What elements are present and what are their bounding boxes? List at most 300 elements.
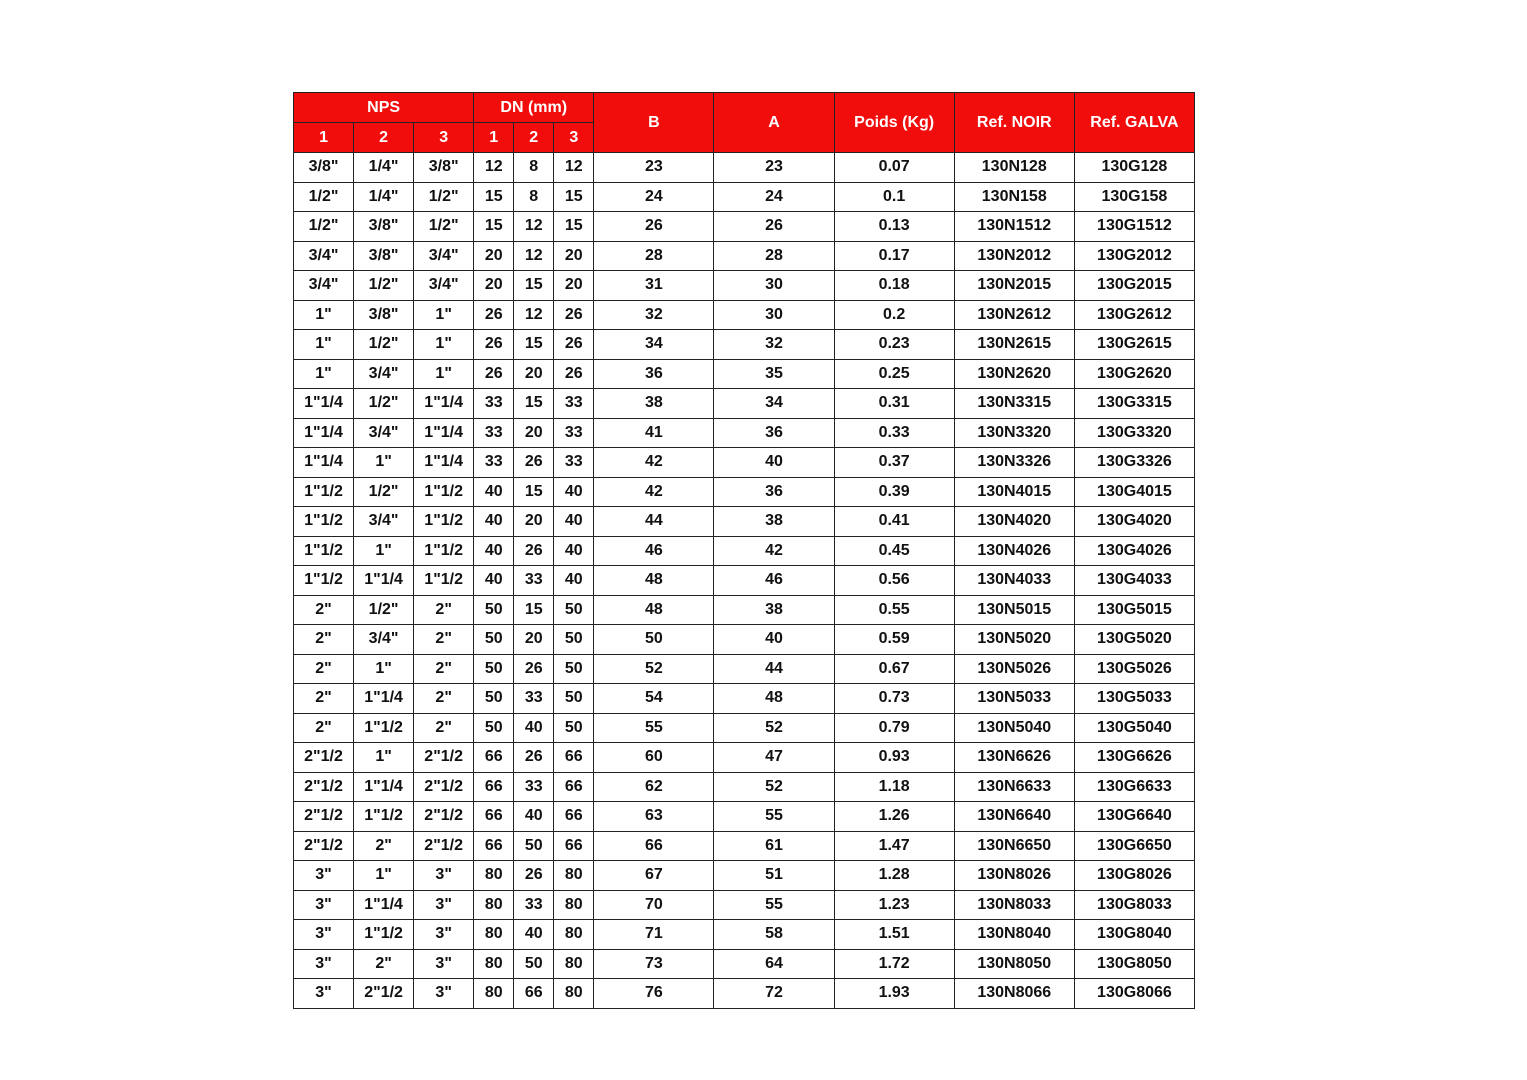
cell-nps-1: 1"1/2	[294, 477, 354, 507]
table-row	[294, 448, 1195, 478]
cell-dn-2: 26	[514, 654, 554, 684]
cell-nps-3: 2"1/2	[414, 802, 474, 832]
cell-nps-3: 3/8"	[414, 153, 474, 183]
cell-nps-3: 2"	[414, 713, 474, 743]
cell-nps-1: 3"	[294, 979, 354, 1009]
cell-nps-3: 3/4"	[414, 241, 474, 271]
cell-nps-2: 1"1/4	[354, 772, 414, 802]
cell-a: 42	[714, 536, 834, 566]
cell-ref-galva: 130G128	[1074, 153, 1194, 183]
table-row	[294, 979, 1195, 1009]
cell-dn-2: 12	[514, 300, 554, 330]
cell-dn-1: 20	[474, 271, 514, 301]
table-row	[294, 625, 1195, 655]
cell-b: 67	[594, 861, 714, 891]
cell-nps-2: 1"1/4	[354, 890, 414, 920]
cell-poids: 0.73	[834, 684, 954, 714]
cell-nps-1: 3/4"	[294, 241, 354, 271]
table-row	[294, 271, 1195, 301]
cell-nps-1: 1"1/4	[294, 448, 354, 478]
cell-nps-2: 2"	[354, 831, 414, 861]
cell-poids: 0.45	[834, 536, 954, 566]
cell-poids: 0.25	[834, 359, 954, 389]
cell-nps-2: 1"1/4	[354, 566, 414, 596]
cell-nps-2: 1"1/2	[354, 713, 414, 743]
cell-nps-3: 3"	[414, 949, 474, 979]
cell-dn-1: 33	[474, 418, 514, 448]
cell-nps-3: 2"	[414, 654, 474, 684]
cell-b: 42	[594, 477, 714, 507]
cell-nps-1: 1"	[294, 359, 354, 389]
table-row	[294, 831, 1195, 861]
cell-dn-2: 66	[514, 979, 554, 1009]
cell-dn-2: 40	[514, 713, 554, 743]
cell-b: 34	[594, 330, 714, 360]
cell-dn-1: 26	[474, 359, 514, 389]
cell-poids: 0.37	[834, 448, 954, 478]
cell-nps-2: 2"	[354, 949, 414, 979]
cell-poids: 0.13	[834, 212, 954, 242]
cell-ref-galva: 130G4015	[1074, 477, 1194, 507]
cell-nps-2: 1"1/2	[354, 802, 414, 832]
table-row	[294, 772, 1195, 802]
table-header	[294, 93, 1195, 153]
header-dn-3: 3	[554, 123, 594, 153]
cell-dn-1: 33	[474, 389, 514, 419]
cell-a: 55	[714, 802, 834, 832]
cell-nps-3: 2"1/2	[414, 772, 474, 802]
cell-nps-1: 3"	[294, 890, 354, 920]
cell-nps-2: 1/4"	[354, 182, 414, 212]
cell-nps-2: 1"	[354, 743, 414, 773]
cell-dn-1: 66	[474, 772, 514, 802]
cell-a: 72	[714, 979, 834, 1009]
header-dn-2: 2	[514, 123, 554, 153]
cell-nps-3: 1"	[414, 330, 474, 360]
cell-nps-3: 3"	[414, 890, 474, 920]
cell-poids: 0.55	[834, 595, 954, 625]
cell-dn-3: 66	[554, 743, 594, 773]
cell-ref-galva: 130G8050	[1074, 949, 1194, 979]
table-body	[294, 153, 1195, 1009]
cell-ref-galva: 130G8026	[1074, 861, 1194, 891]
cell-nps-2: 3/8"	[354, 241, 414, 271]
cell-a: 64	[714, 949, 834, 979]
header-ref-noir: Ref. NOIR	[954, 93, 1074, 153]
cell-poids: 1.23	[834, 890, 954, 920]
cell-nps-1: 3"	[294, 920, 354, 950]
cell-dn-2: 15	[514, 389, 554, 419]
table-row	[294, 477, 1195, 507]
table-row	[294, 300, 1195, 330]
cell-ref-galva: 130G4020	[1074, 507, 1194, 537]
cell-dn-1: 15	[474, 182, 514, 212]
cell-dn-2: 26	[514, 861, 554, 891]
cell-dn-2: 20	[514, 359, 554, 389]
cell-dn-3: 40	[554, 536, 594, 566]
table-row	[294, 182, 1195, 212]
cell-b: 46	[594, 536, 714, 566]
cell-ref-galva: 130G5040	[1074, 713, 1194, 743]
table-row	[294, 949, 1195, 979]
cell-dn-1: 50	[474, 625, 514, 655]
cell-ref-galva: 130G2620	[1074, 359, 1194, 389]
table-row	[294, 330, 1195, 360]
cell-ref-galva: 130G2615	[1074, 330, 1194, 360]
cell-nps-2: 1"	[354, 448, 414, 478]
cell-dn-3: 15	[554, 212, 594, 242]
cell-a: 26	[714, 212, 834, 242]
cell-nps-2: 1/2"	[354, 595, 414, 625]
cell-poids: 1.51	[834, 920, 954, 950]
cell-a: 46	[714, 566, 834, 596]
cell-b: 70	[594, 890, 714, 920]
cell-ref-noir: 130N3320	[954, 418, 1074, 448]
cell-nps-1: 1/2"	[294, 212, 354, 242]
cell-dn-2: 50	[514, 831, 554, 861]
cell-poids: 1.26	[834, 802, 954, 832]
cell-a: 61	[714, 831, 834, 861]
cell-dn-3: 33	[554, 448, 594, 478]
cell-a: 40	[714, 625, 834, 655]
cell-dn-3: 15	[554, 182, 594, 212]
cell-dn-3: 80	[554, 949, 594, 979]
cell-nps-1: 1"	[294, 300, 354, 330]
cell-a: 30	[714, 300, 834, 330]
cell-dn-3: 40	[554, 566, 594, 596]
cell-b: 44	[594, 507, 714, 537]
cell-ref-galva: 130G6626	[1074, 743, 1194, 773]
cell-nps-1: 1"1/4	[294, 389, 354, 419]
cell-nps-3: 2"	[414, 625, 474, 655]
cell-nps-3: 1"1/4	[414, 389, 474, 419]
header-nps-2: 2	[354, 123, 414, 153]
header-b: B	[594, 93, 714, 153]
cell-nps-1: 2"1/2	[294, 831, 354, 861]
cell-nps-1: 3"	[294, 949, 354, 979]
cell-nps-2: 1"	[354, 654, 414, 684]
cell-nps-2: 1/2"	[354, 330, 414, 360]
table-row	[294, 389, 1195, 419]
cell-nps-3: 1/2"	[414, 212, 474, 242]
cell-dn-2: 15	[514, 477, 554, 507]
cell-ref-noir: 130N6650	[954, 831, 1074, 861]
cell-ref-noir: 130N8066	[954, 979, 1074, 1009]
cell-dn-1: 80	[474, 920, 514, 950]
header-nps-1: 1	[294, 123, 354, 153]
cell-ref-noir: 130N4020	[954, 507, 1074, 537]
cell-b: 63	[594, 802, 714, 832]
cell-a: 35	[714, 359, 834, 389]
cell-poids: 0.93	[834, 743, 954, 773]
cell-poids: 1.28	[834, 861, 954, 891]
cell-b: 42	[594, 448, 714, 478]
cell-ref-galva: 130G1512	[1074, 212, 1194, 242]
cell-a: 58	[714, 920, 834, 950]
cell-dn-1: 40	[474, 566, 514, 596]
cell-nps-3: 1/2"	[414, 182, 474, 212]
cell-dn-3: 40	[554, 477, 594, 507]
cell-ref-galva: 130G6650	[1074, 831, 1194, 861]
cell-dn-1: 50	[474, 595, 514, 625]
cell-dn-2: 26	[514, 743, 554, 773]
cell-poids: 0.59	[834, 625, 954, 655]
cell-dn-2: 20	[514, 625, 554, 655]
cell-nps-1: 2"	[294, 713, 354, 743]
cell-dn-3: 80	[554, 979, 594, 1009]
cell-nps-3: 2"	[414, 595, 474, 625]
cell-b: 48	[594, 566, 714, 596]
cell-poids: 0.79	[834, 713, 954, 743]
cell-dn-2: 33	[514, 684, 554, 714]
cell-dn-1: 80	[474, 861, 514, 891]
cell-b: 36	[594, 359, 714, 389]
cell-nps-2: 1"1/2	[354, 920, 414, 950]
cell-dn-2: 15	[514, 595, 554, 625]
cell-ref-galva: 130G2612	[1074, 300, 1194, 330]
cell-ref-noir: 130N5040	[954, 713, 1074, 743]
header-nps: NPS	[294, 93, 474, 123]
cell-dn-2: 50	[514, 949, 554, 979]
cell-a: 28	[714, 241, 834, 271]
table-row	[294, 920, 1195, 950]
cell-nps-3: 1"1/2	[414, 477, 474, 507]
cell-b: 32	[594, 300, 714, 330]
cell-dn-1: 80	[474, 979, 514, 1009]
cell-poids: 0.1	[834, 182, 954, 212]
cell-poids: 1.93	[834, 979, 954, 1009]
cell-dn-3: 66	[554, 772, 594, 802]
cell-ref-noir: 130N5020	[954, 625, 1074, 655]
cell-nps-1: 3"	[294, 861, 354, 891]
cell-nps-1: 1"1/4	[294, 418, 354, 448]
cell-nps-3: 1"1/4	[414, 448, 474, 478]
cell-ref-noir: 130N8050	[954, 949, 1074, 979]
cell-dn-3: 80	[554, 861, 594, 891]
cell-dn-3: 50	[554, 595, 594, 625]
cell-dn-1: 80	[474, 949, 514, 979]
header-a: A	[714, 93, 834, 153]
cell-ref-noir: 130N2620	[954, 359, 1074, 389]
cell-nps-3: 3"	[414, 920, 474, 950]
cell-dn-3: 12	[554, 153, 594, 183]
table-row	[294, 418, 1195, 448]
cell-poids: 0.23	[834, 330, 954, 360]
cell-dn-2: 8	[514, 182, 554, 212]
cell-b: 52	[594, 654, 714, 684]
cell-b: 23	[594, 153, 714, 183]
cell-nps-2: 3/4"	[354, 359, 414, 389]
header-ref-galva: Ref. GALVA	[1074, 93, 1194, 153]
cell-poids: 0.41	[834, 507, 954, 537]
table-row	[294, 861, 1195, 891]
header-poids: Poids (Kg)	[834, 93, 954, 153]
cell-poids: 0.2	[834, 300, 954, 330]
cell-ref-noir: 130N6633	[954, 772, 1074, 802]
cell-ref-noir: 130N6640	[954, 802, 1074, 832]
cell-dn-1: 50	[474, 684, 514, 714]
cell-ref-noir: 130N4033	[954, 566, 1074, 596]
cell-ref-noir: 130N5026	[954, 654, 1074, 684]
cell-ref-noir: 130N4026	[954, 536, 1074, 566]
cell-b: 73	[594, 949, 714, 979]
cell-b: 60	[594, 743, 714, 773]
cell-ref-galva: 130G6640	[1074, 802, 1194, 832]
cell-dn-1: 40	[474, 477, 514, 507]
cell-dn-1: 12	[474, 153, 514, 183]
cell-dn-2: 12	[514, 241, 554, 271]
header-dn-1: 1	[474, 123, 514, 153]
cell-poids: 0.17	[834, 241, 954, 271]
cell-nps-2: 1"	[354, 861, 414, 891]
header-nps-3: 3	[414, 123, 474, 153]
cell-nps-1: 1"1/2	[294, 566, 354, 596]
header-dn: DN (mm)	[474, 93, 594, 123]
cell-b: 31	[594, 271, 714, 301]
cell-a: 34	[714, 389, 834, 419]
cell-dn-3: 50	[554, 654, 594, 684]
cell-nps-1: 1"	[294, 330, 354, 360]
cell-dn-1: 66	[474, 743, 514, 773]
cell-dn-2: 40	[514, 802, 554, 832]
cell-nps-1: 2"1/2	[294, 772, 354, 802]
cell-dn-3: 26	[554, 330, 594, 360]
cell-dn-1: 26	[474, 330, 514, 360]
table-row	[294, 595, 1195, 625]
cell-nps-2: 1/2"	[354, 271, 414, 301]
cell-ref-noir: 130N8026	[954, 861, 1074, 891]
cell-a: 36	[714, 477, 834, 507]
cell-ref-galva: 130G8040	[1074, 920, 1194, 950]
cell-ref-noir: 130N5015	[954, 595, 1074, 625]
cell-dn-1: 15	[474, 212, 514, 242]
cell-dn-3: 66	[554, 831, 594, 861]
cell-a: 44	[714, 654, 834, 684]
cell-ref-noir: 130N1512	[954, 212, 1074, 242]
cell-a: 48	[714, 684, 834, 714]
cell-ref-galva: 130G5026	[1074, 654, 1194, 684]
cell-nps-2: 3/4"	[354, 418, 414, 448]
table-row	[294, 684, 1195, 714]
cell-nps-3: 1"	[414, 359, 474, 389]
cell-ref-galva: 130G5020	[1074, 625, 1194, 655]
cell-dn-3: 26	[554, 359, 594, 389]
cell-ref-galva: 130G8066	[1074, 979, 1194, 1009]
cell-dn-3: 80	[554, 920, 594, 950]
cell-ref-galva: 130G3315	[1074, 389, 1194, 419]
cell-b: 71	[594, 920, 714, 950]
cell-dn-3: 50	[554, 625, 594, 655]
cell-poids: 0.39	[834, 477, 954, 507]
cell-nps-3: 3/4"	[414, 271, 474, 301]
cell-poids: 0.67	[834, 654, 954, 684]
cell-b: 54	[594, 684, 714, 714]
table-row	[294, 654, 1195, 684]
cell-ref-noir: 130N158	[954, 182, 1074, 212]
cell-nps-1: 2"	[294, 625, 354, 655]
cell-poids: 0.07	[834, 153, 954, 183]
cell-dn-3: 40	[554, 507, 594, 537]
cell-b: 24	[594, 182, 714, 212]
cell-ref-noir: 130N3315	[954, 389, 1074, 419]
cell-dn-1: 66	[474, 831, 514, 861]
cell-ref-galva: 130G4033	[1074, 566, 1194, 596]
table-row	[294, 802, 1195, 832]
cell-nps-3: 3"	[414, 861, 474, 891]
cell-a: 38	[714, 595, 834, 625]
cell-dn-1: 40	[474, 507, 514, 537]
cell-nps-1: 1"1/2	[294, 507, 354, 537]
cell-b: 26	[594, 212, 714, 242]
cell-nps-3: 1"1/2	[414, 566, 474, 596]
cell-dn-1: 50	[474, 654, 514, 684]
table-row	[294, 713, 1195, 743]
cell-nps-3: 1"1/2	[414, 536, 474, 566]
cell-a: 30	[714, 271, 834, 301]
cell-nps-2: 1"1/4	[354, 684, 414, 714]
table-row	[294, 566, 1195, 596]
cell-dn-3: 33	[554, 418, 594, 448]
cell-dn-2: 8	[514, 153, 554, 183]
cell-dn-1: 20	[474, 241, 514, 271]
cell-dn-3: 20	[554, 241, 594, 271]
cell-dn-1: 80	[474, 890, 514, 920]
table-row	[294, 536, 1195, 566]
table-row	[294, 241, 1195, 271]
cell-dn-1: 50	[474, 713, 514, 743]
cell-dn-2: 20	[514, 507, 554, 537]
cell-dn-2: 33	[514, 566, 554, 596]
cell-ref-galva: 130G8033	[1074, 890, 1194, 920]
cell-a: 40	[714, 448, 834, 478]
cell-ref-noir: 130N5033	[954, 684, 1074, 714]
table-row	[294, 890, 1195, 920]
cell-a: 47	[714, 743, 834, 773]
cell-nps-2: 3/4"	[354, 507, 414, 537]
cell-nps-2: 1/4"	[354, 153, 414, 183]
cell-a: 51	[714, 861, 834, 891]
cell-dn-2: 20	[514, 418, 554, 448]
cell-ref-galva: 130G2012	[1074, 241, 1194, 271]
cell-dn-2: 33	[514, 890, 554, 920]
cell-ref-galva: 130G6633	[1074, 772, 1194, 802]
cell-b: 28	[594, 241, 714, 271]
cell-ref-noir: 130N4015	[954, 477, 1074, 507]
cell-b: 50	[594, 625, 714, 655]
table-row	[294, 507, 1195, 537]
cell-nps-3: 2"1/2	[414, 831, 474, 861]
cell-a: 38	[714, 507, 834, 537]
cell-a: 32	[714, 330, 834, 360]
cell-ref-galva: 130G2015	[1074, 271, 1194, 301]
cell-nps-2: 2"1/2	[354, 979, 414, 1009]
cell-ref-noir: 130N128	[954, 153, 1074, 183]
cell-nps-1: 2"	[294, 595, 354, 625]
cell-nps-3: 2"1/2	[414, 743, 474, 773]
cell-nps-2: 1/2"	[354, 389, 414, 419]
cell-nps-1: 2"1/2	[294, 802, 354, 832]
cell-ref-noir: 130N8040	[954, 920, 1074, 950]
cell-nps-1: 2"	[294, 654, 354, 684]
cell-nps-3: 2"	[414, 684, 474, 714]
table-row	[294, 153, 1195, 183]
cell-dn-2: 33	[514, 772, 554, 802]
cell-poids: 0.18	[834, 271, 954, 301]
cell-b: 76	[594, 979, 714, 1009]
cell-ref-galva: 130G4026	[1074, 536, 1194, 566]
cell-dn-3: 20	[554, 271, 594, 301]
cell-nps-1: 1/2"	[294, 182, 354, 212]
